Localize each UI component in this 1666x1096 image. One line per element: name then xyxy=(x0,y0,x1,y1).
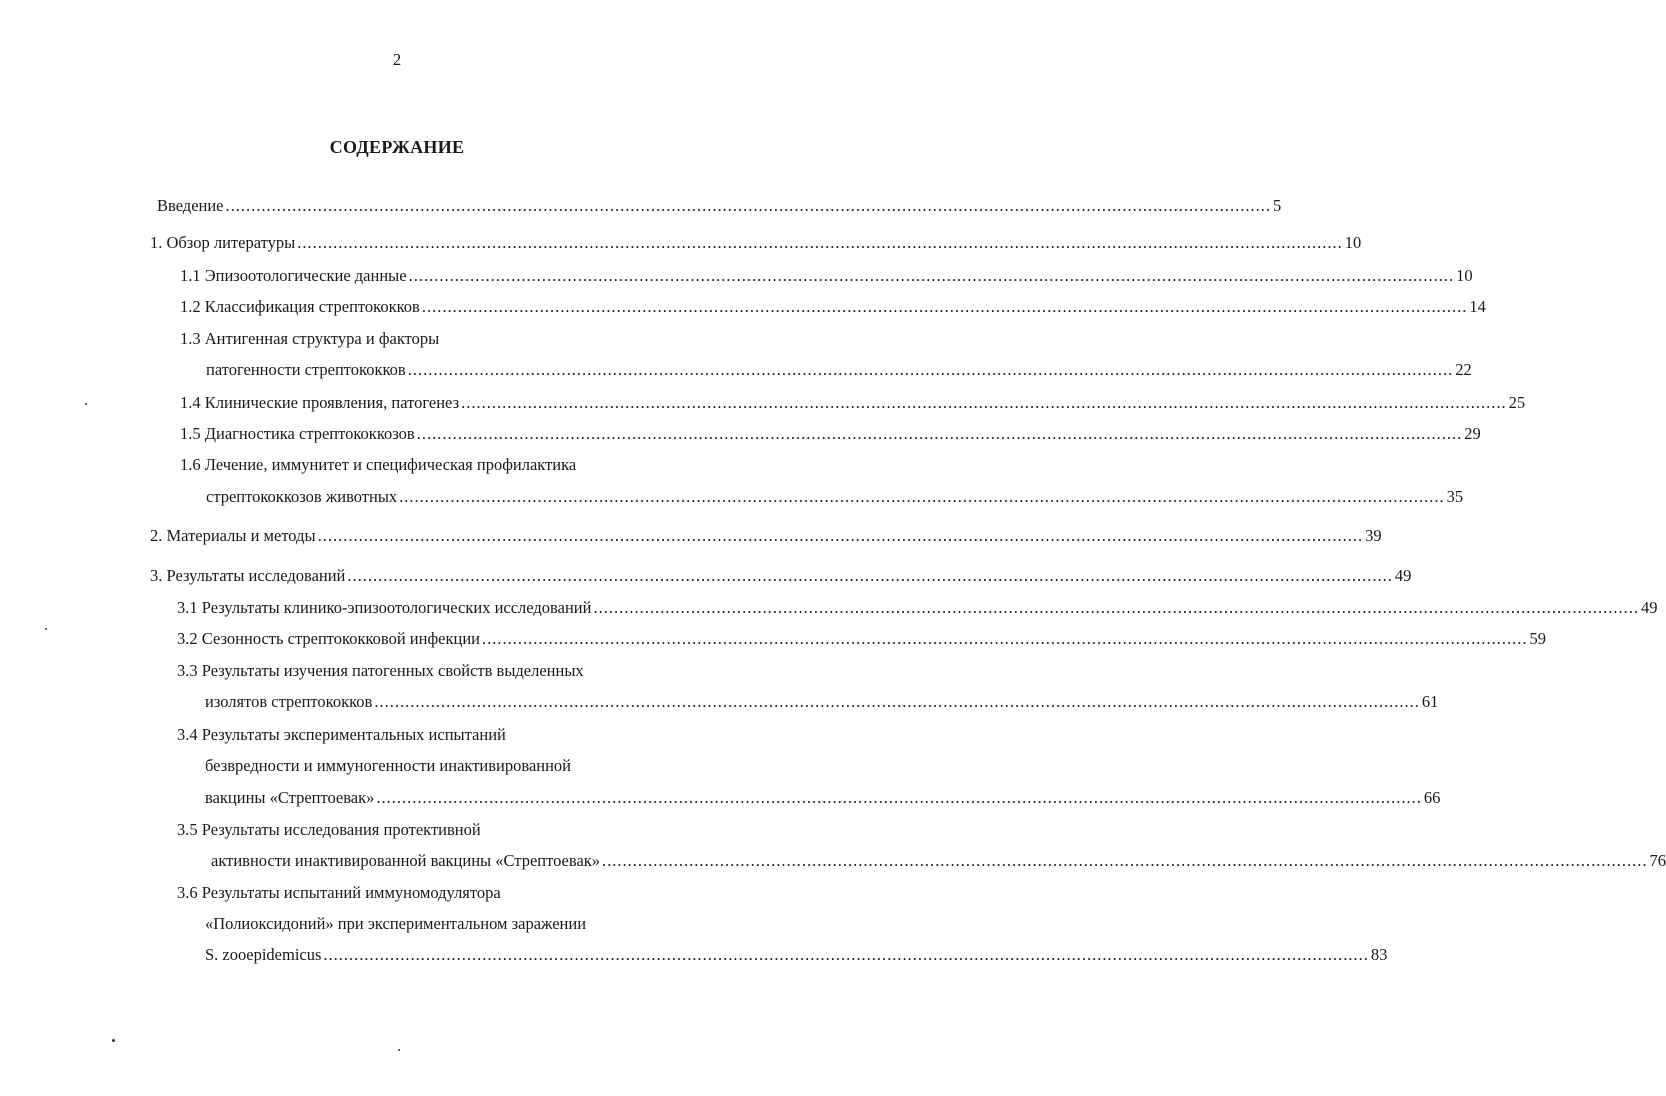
toc-entry-page: 39 xyxy=(1365,526,1382,545)
dot-leader: ............................................................................................................................................................................................................ xyxy=(323,945,1369,964)
toc-entry-label: 1.4 Клинические проявления, патогенез xyxy=(180,393,460,412)
toc-entry-3-5-cont xyxy=(211,848,1666,874)
toc-entry-label: 1.5 Диагностика стрептококкозов xyxy=(180,424,415,443)
toc-entry-page: 35 xyxy=(1446,487,1464,506)
toc-entry-label: стрептококкозов животных xyxy=(206,487,398,506)
toc-entry-label: 3.1 Результаты клинико-эпизоотологических исследований xyxy=(177,598,592,617)
toc-entry-label: 3.5 Результаты исследования протективной xyxy=(177,820,481,839)
dot-leader: ............................................................................................................................................................................................................ xyxy=(317,526,1364,545)
toc-entry-1-4 xyxy=(180,390,1526,416)
toc-entry-introduction xyxy=(157,193,1282,219)
toc-entry-3-3-cont xyxy=(205,689,1439,715)
toc-entry-1-3-cont xyxy=(206,357,1472,383)
toc-entry-page: 76 xyxy=(1649,851,1666,870)
toc-entry-1-6 xyxy=(180,452,576,478)
toc-entry-label: Введение xyxy=(157,196,224,215)
toc-entry-page: 22 xyxy=(1455,360,1472,379)
toc-entry-1-1 xyxy=(180,263,1473,289)
dot-leader: ............................................................................................................................................................................................................ xyxy=(593,598,1639,617)
toc-entry-chapter-1 xyxy=(150,230,1362,256)
dot-leader: ............................................................................................................................................................................................................ xyxy=(297,233,1343,252)
toc-entry-label: вакцины «Стрептоевак» xyxy=(205,788,375,807)
dot-leader: ............................................................................................................................................................................................................ xyxy=(347,566,1393,585)
toc-title: СОДЕРЖАНИЕ xyxy=(329,137,465,157)
toc-entry-label: 1. Обзор литературы xyxy=(150,233,296,252)
dot-leader: ............................................................................................................................................................................................................ xyxy=(376,788,1422,807)
toc-entry-label: 1.2 Классификация стрептококков xyxy=(180,297,420,316)
toc-entry-label: 2. Материалы и методы xyxy=(150,526,316,545)
toc-entry-3-6-cont xyxy=(205,911,586,937)
dot-leader: ............................................................................................................................................................................................................ xyxy=(461,393,1507,412)
toc-entry-1-2 xyxy=(180,294,1486,320)
toc-entry-3-6-cont-2 xyxy=(205,942,1388,968)
toc-entry-page: 10 xyxy=(1344,233,1362,252)
toc-entry-3-6 xyxy=(177,880,501,906)
dot-leader: ............................................................................................................................................................................................................ xyxy=(399,487,1445,506)
toc-entry-label: 3.3 Результаты изучения патогенных свойств выделенных xyxy=(177,661,584,680)
dot-leader: ............................................................................................................................................................................................................ xyxy=(481,629,1528,648)
toc-entry-chapter-2 xyxy=(150,523,1382,549)
toc-entry-3-4 xyxy=(177,722,506,748)
toc-entry-page: 49 xyxy=(1394,566,1412,585)
toc-entry-label: S. zooepidemicus xyxy=(205,945,322,964)
toc-entry-chapter-3 xyxy=(150,563,1412,589)
toc-entry-label: 1.1 Эпизоотологические данные xyxy=(180,266,407,285)
page-number: 2 xyxy=(392,50,402,69)
dot-leader: ............................................................................................................................................................................................................ xyxy=(421,297,1468,316)
toc-entry-page: 61 xyxy=(1421,692,1439,711)
toc-entry-3-4-cont-2 xyxy=(205,785,1441,811)
toc-entry-label: 3.6 Результаты испытаний иммуномодулятора xyxy=(177,883,501,902)
toc-entry-label: изолятов стрептококков xyxy=(205,692,373,711)
toc-entry-page: 25 xyxy=(1508,393,1526,412)
dot-leader: ............................................................................................................................................................................................................ xyxy=(416,424,1463,443)
dot-leader: ............................................................................................................................................................................................................ xyxy=(225,196,1272,215)
toc-entry-label: «Полиоксидоний» при экспериментальном заражении xyxy=(205,914,587,933)
toc-entry-1-5 xyxy=(180,421,1481,447)
toc-entry-page: 5 xyxy=(1273,196,1282,215)
toc-entry-label: 1.3 Антигенная структура и факторы xyxy=(180,329,440,348)
dot-leader: ............................................................................................................................................................................................................ xyxy=(407,360,1454,379)
toc-entry-page: 10 xyxy=(1456,266,1473,285)
dot-leader: ............................................................................................................................................................................................................ xyxy=(408,266,1455,285)
toc-entry-label: безвредности и иммуногенности инактивированной xyxy=(205,756,572,775)
toc-entry-label: 3.2 Сезонность стрептококковой инфекции xyxy=(177,629,480,648)
toc-entry-page: 59 xyxy=(1529,629,1546,648)
toc-entry-3-4-cont xyxy=(205,753,571,779)
scan-speck xyxy=(398,1049,400,1051)
toc-entry-label: 3.4 Результаты экспериментальных испытаний xyxy=(177,725,506,744)
toc-entry-label: 3. Результаты исследований xyxy=(150,566,346,585)
toc-entry-page: 66 xyxy=(1423,788,1441,807)
scan-speck xyxy=(45,628,47,630)
toc-entry-label: патогенности стрептококков xyxy=(206,360,406,379)
dot-leader: ............................................................................................................................................................................................................ xyxy=(602,851,1648,870)
toc-entry-3-5 xyxy=(177,817,481,843)
toc-entry-label: активности инактивированной вакцины «Стрептоевак» xyxy=(211,851,601,870)
toc-entry-1-3 xyxy=(180,326,439,352)
toc-entry-page: 49 xyxy=(1640,598,1658,617)
toc-entry-label: 1.6 Лечение, иммунитет и специфическая профилактика xyxy=(180,455,577,474)
toc-entry-3-2 xyxy=(177,626,1546,652)
toc-entry-page: 29 xyxy=(1464,424,1481,443)
dot-leader: ............................................................................................................................................................................................................ xyxy=(374,692,1420,711)
toc-entry-1-6-cont xyxy=(206,484,1464,510)
scan-speck xyxy=(112,1039,115,1042)
toc-entry-3-3 xyxy=(177,658,584,684)
scan-speck xyxy=(85,403,87,405)
toc-entry-page: 14 xyxy=(1469,297,1486,316)
toc-entry-page: 83 xyxy=(1370,945,1388,964)
toc-entry-3-1 xyxy=(177,595,1658,621)
